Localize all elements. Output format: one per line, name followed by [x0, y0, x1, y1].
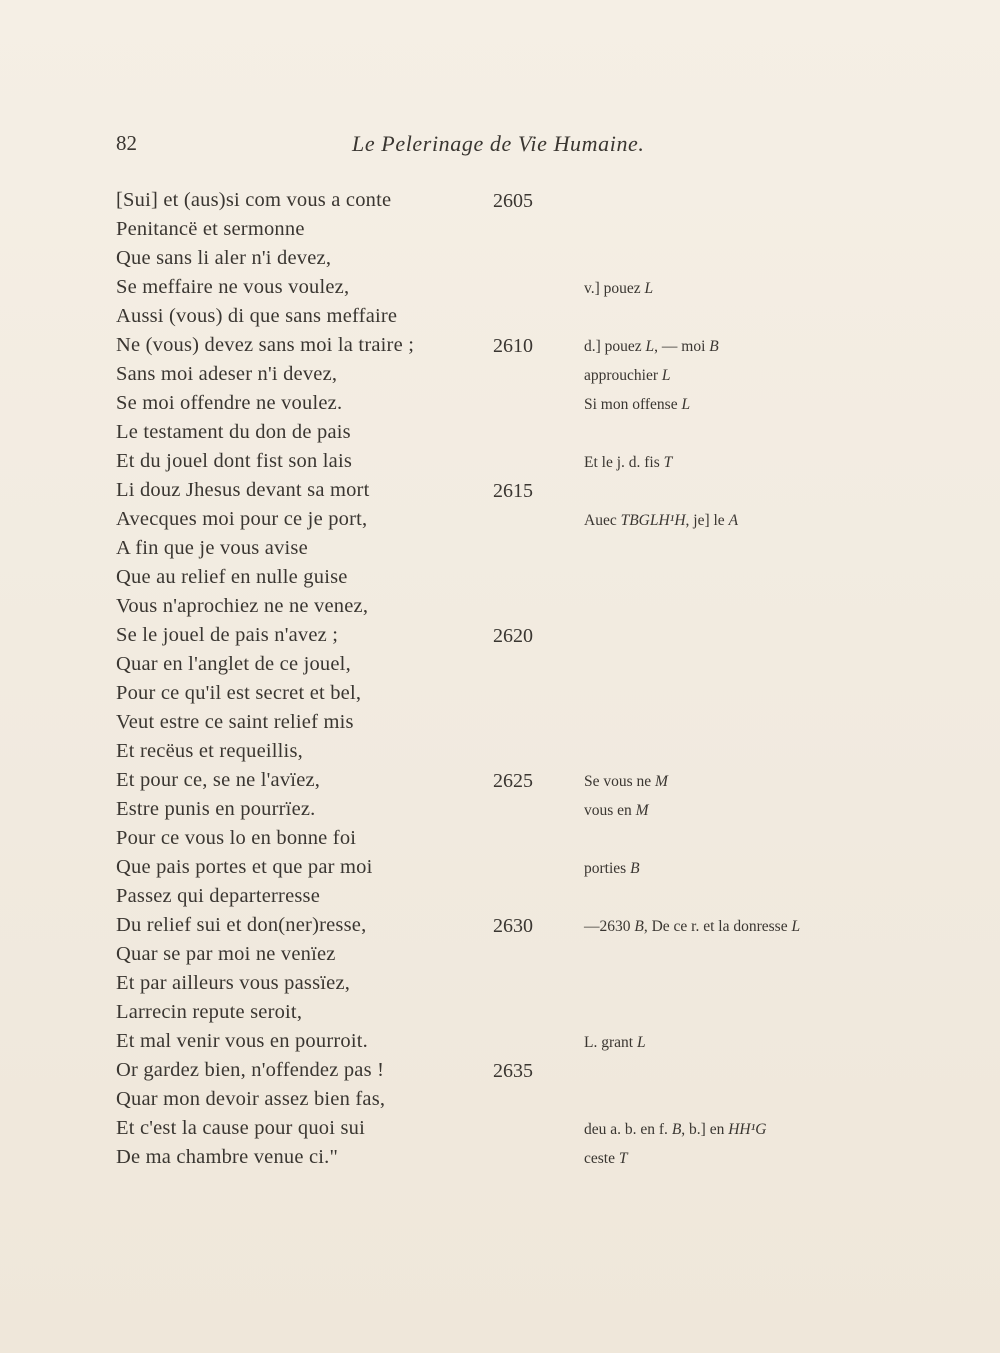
verse-line: Estre punis en pourrïez. [116, 798, 316, 820]
verse-line: Pour ce vous lo en bonne foi [116, 827, 357, 849]
note-text: porties [584, 860, 631, 877]
verse-line: Et recëus et requeillis, [116, 740, 303, 762]
verse-line: Ne (vous) devez sans moi la traire ; [116, 334, 415, 356]
verse-line: Avecques moi pour ce je port, [116, 508, 368, 530]
note-text: , De ce r. et la donresse [643, 918, 792, 935]
running-title: Le Pelerinage de Vie Humaine. [352, 131, 645, 156]
note-text: vous en [584, 802, 636, 819]
verse-line: Sans moi adeser n'i devez, [116, 363, 338, 385]
verse-line: Li douz Jhesus devant sa mort [116, 479, 370, 501]
manuscript-siglum: L [636, 1034, 646, 1051]
variant-note [584, 361, 671, 390]
variant-note [584, 332, 719, 361]
manuscript-siglum: T [663, 454, 673, 471]
line-number: 2620 [493, 625, 533, 647]
note-text: v.] pouez [584, 280, 645, 297]
verse-line: De ma chambre venue ci." [116, 1146, 339, 1168]
verse-line: Penitancë et sermonne [116, 218, 305, 240]
verse-line: Se meffaire ne vous voulez, [116, 276, 350, 298]
manuscript-siglum: L [644, 280, 654, 297]
note-text: , — moi [654, 338, 710, 355]
verse-line: Vous n'aprochiez ne ne venez, [116, 595, 369, 617]
manuscript-siglum: L [791, 918, 801, 935]
variant-note [584, 767, 668, 796]
verse-line: Et c'est la cause pour quoi sui [116, 1117, 365, 1139]
manuscript-siglum: L [681, 396, 691, 413]
manuscript-siglum: T [618, 1150, 628, 1167]
variant-note [584, 1144, 627, 1173]
line-number: 2610 [493, 335, 533, 357]
line-number: 2605 [493, 190, 533, 212]
line-number: 2625 [493, 770, 533, 792]
note-text: —2630 [584, 918, 635, 935]
manuscript-siglum: B [709, 338, 719, 355]
verse-line: Le testament du don de pais [116, 421, 351, 443]
manuscript-siglum: B [630, 860, 640, 877]
verse-line: Se le jouel de pais n'avez ; [116, 624, 339, 646]
verse-line: A fin que je vous avise [116, 537, 308, 559]
line-number: 2615 [493, 480, 533, 502]
verse-line: Quar se par moi ne venïez [116, 943, 336, 965]
note-text: , je] le [685, 512, 729, 529]
variant-note [584, 912, 800, 941]
note-text: Auec [584, 512, 621, 529]
manuscript-siglum: M [655, 773, 668, 790]
verse-line: Quar mon devoir assez bien fas, [116, 1088, 386, 1110]
manuscript-siglum: TBGLH¹H [620, 512, 686, 529]
verse-line: Larrecin repute seroit, [116, 1001, 303, 1023]
verse-line: Que pais portes et que par moi [116, 856, 373, 878]
manuscript-siglum: B [634, 918, 644, 935]
note-text: L. grant [584, 1034, 637, 1051]
verse-list [116, 186, 414, 1172]
line-number: 2635 [493, 1060, 533, 1082]
verse-line: Que au relief en nulle guise [116, 566, 348, 588]
note-text: , b.] en [681, 1121, 729, 1138]
manuscript-siglum: M [635, 802, 649, 819]
verse-line: Et par ailleurs vous passïez, [116, 972, 351, 994]
note-text: Se vous ne [584, 773, 656, 790]
variant-note [584, 854, 640, 883]
verse-line: Et mal venir vous en pourroit. [116, 1030, 368, 1052]
verse-line: Quar en l'anglet de ce jouel, [116, 653, 351, 675]
page-number: 82 [116, 131, 137, 155]
manuscript-siglum: B [671, 1121, 682, 1138]
manuscript-siglum: L [661, 367, 671, 384]
variant-note [584, 506, 738, 535]
variant-note [584, 796, 649, 825]
manuscript-siglum: HH¹G [728, 1121, 767, 1138]
manuscript-siglum: A [728, 512, 739, 529]
note-text: approuchier [584, 367, 662, 384]
variant-note [584, 1028, 646, 1057]
note-text: Et le j. d. fis [584, 454, 664, 471]
verse-line: Se moi offendre ne voulez. [116, 392, 343, 414]
verse-line: Veut estre ce saint relief mis [116, 711, 354, 733]
verse-line: Du relief sui et don(ner)resse, [116, 914, 367, 936]
verse-line: Aussi (vous) di que sans meffaire [116, 305, 398, 327]
manuscript-siglum: L [645, 338, 655, 355]
verse-line: Et du jouel dont fist son lais [116, 450, 353, 472]
note-text: deu a. b. en f. [584, 1121, 672, 1138]
variant-note [584, 448, 672, 477]
variant-note [584, 1115, 766, 1144]
note-text: d.] pouez [584, 338, 646, 355]
note-text: Si mon offense [584, 396, 682, 413]
verse-line: Or gardez bien, n'offendez pas ! [116, 1059, 385, 1081]
verse-line: Que sans li aler n'i devez, [116, 247, 332, 269]
verse-line: Passez qui departerresse [116, 885, 321, 907]
verse-line: [Sui] et (aus)si com vous a conte [116, 189, 392, 211]
variant-note [584, 390, 690, 419]
verse-line: Et pour ce, se ne l'avïez, [116, 769, 321, 791]
line-number: 2630 [493, 915, 533, 937]
variant-note [584, 274, 653, 303]
note-text: ceste [584, 1150, 619, 1167]
verse-line: Pour ce qu'il est secret et bel, [116, 682, 362, 704]
